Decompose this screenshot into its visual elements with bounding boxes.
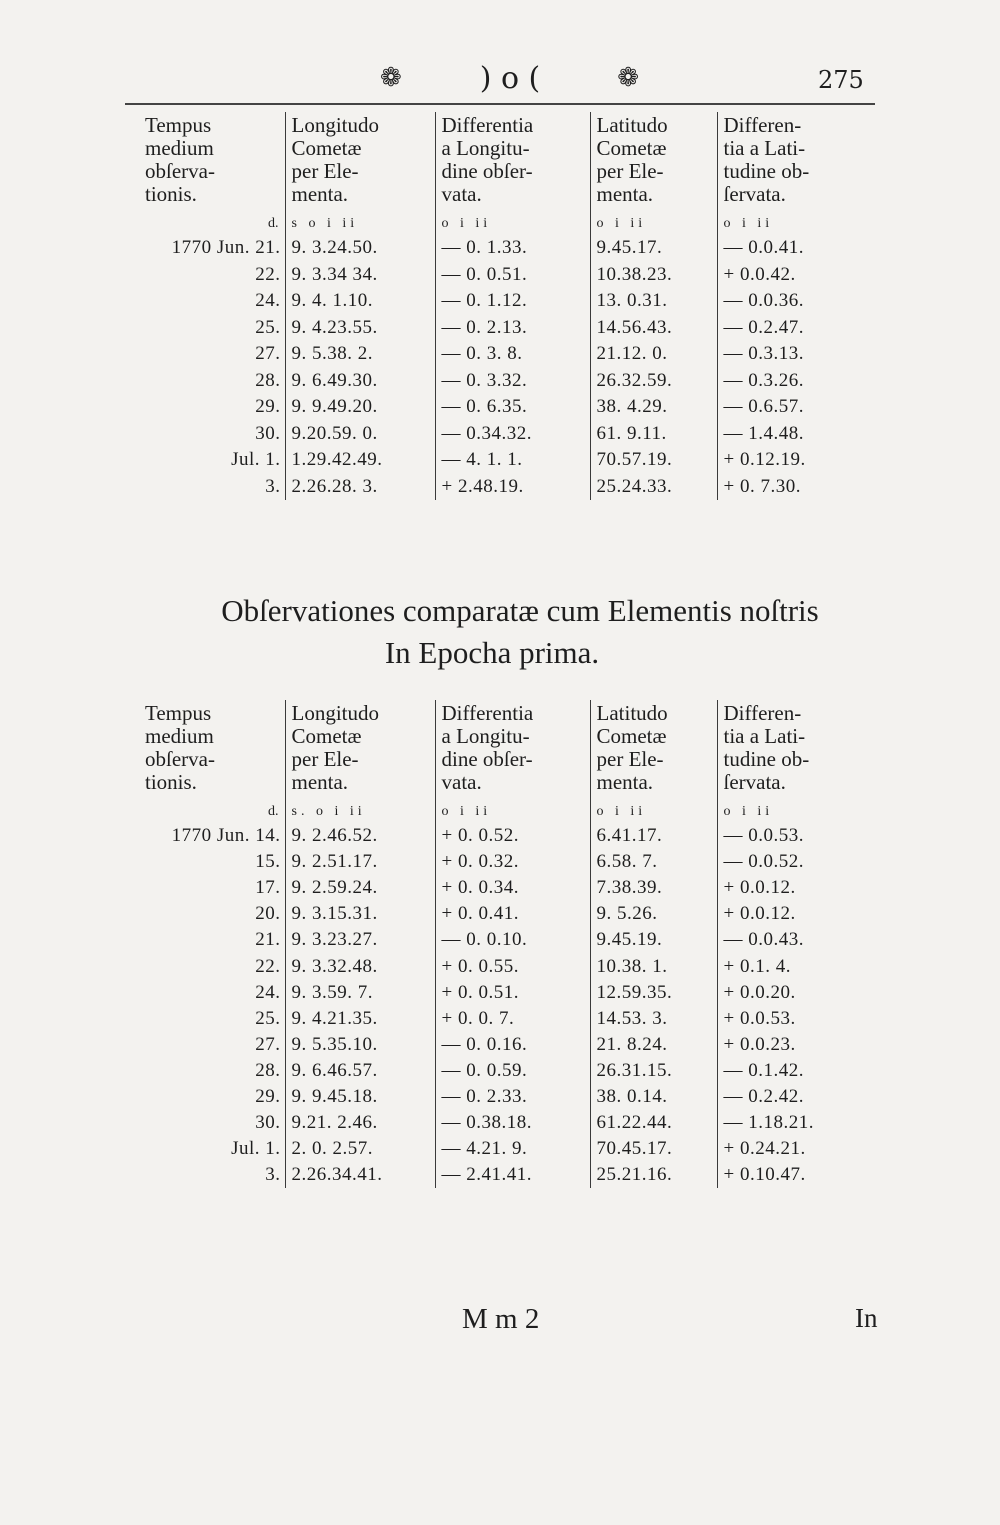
table-row xyxy=(125,1006,885,1032)
table-cell: 10.38. 1. xyxy=(590,953,717,979)
table-cell: 9. 3.24.50. xyxy=(285,235,435,262)
table-cell: 9. 4.21.35. xyxy=(285,1006,435,1032)
signature-mark: M m 2 xyxy=(462,1303,540,1335)
table-cell: — 0.0.53. xyxy=(717,823,885,849)
units-row xyxy=(125,794,885,823)
table-cell: Jul. 1. xyxy=(231,449,281,471)
table-cell: 25.21.16. xyxy=(590,1162,717,1188)
table-cell: 38. 0.14. xyxy=(590,1084,717,1110)
table-cell: 9. 6.49.30. xyxy=(285,368,435,395)
ornament-right-icon: ❁ xyxy=(617,63,640,93)
table-cell: + 0. 0.34. xyxy=(435,875,590,901)
table-cell: 6.41.17. xyxy=(590,823,717,849)
table-cell: — 0. 1.12. xyxy=(435,288,590,315)
table-cell: 61. 9.11. xyxy=(590,421,717,448)
table-cell: 25. xyxy=(255,316,281,338)
table-cell: + 0. 0. 7. xyxy=(435,1006,590,1032)
table-cell: 30. xyxy=(255,422,281,444)
table-cell: 9. 6.46.57. xyxy=(285,1058,435,1084)
table-cell: 25. xyxy=(255,1007,281,1029)
table-cell: + 0. 0.32. xyxy=(435,849,590,875)
table-cell: 3. xyxy=(265,475,281,497)
table-cell: + 0. 7.30. xyxy=(717,474,885,501)
table-cell: 2.26.28. 3. xyxy=(285,474,435,501)
table-row xyxy=(125,262,885,289)
table-cell: — 0.34.32. xyxy=(435,421,590,448)
table-cell: 6.58. 7. xyxy=(590,849,717,875)
table-header-row xyxy=(125,112,885,206)
table-cell: 13. 0.31. xyxy=(590,288,717,315)
table-cell: + 0. 0.41. xyxy=(435,901,590,927)
table-row xyxy=(125,447,885,474)
table-cell: 9.45.17. xyxy=(590,235,717,262)
table-cell: 27. xyxy=(255,343,281,365)
unit-cell: o i ii xyxy=(435,206,590,235)
column-header: Latitudo Cometæ per Ele- menta. xyxy=(590,112,717,206)
table-cell: 9. 4.23.55. xyxy=(285,315,435,342)
table-cell: + 0.0.12. xyxy=(717,901,885,927)
table-row xyxy=(125,1084,885,1110)
table-cell: 26.31.15. xyxy=(590,1058,717,1084)
table-row xyxy=(125,1032,885,1058)
table-cell: + 0. 0.55. xyxy=(435,953,590,979)
table-row xyxy=(125,927,885,953)
table-cell: — 0.0.43. xyxy=(717,927,885,953)
table-cell: — 0. 0.51. xyxy=(435,262,590,289)
table-cell: + 0.0.12. xyxy=(717,875,885,901)
unit-cell: d. xyxy=(268,804,279,819)
table-cell: — 0. 0.10. xyxy=(435,927,590,953)
table-cell: 21.12. 0. xyxy=(590,341,717,368)
table-cell: — 0. 3.32. xyxy=(435,368,590,395)
table-cell: + 0.12.19. xyxy=(717,447,885,474)
table-cell: 17. xyxy=(255,877,281,899)
table-cell: 70.45.17. xyxy=(590,1136,717,1162)
table-cell: — 0.6.57. xyxy=(717,394,885,421)
table-row xyxy=(125,235,885,262)
table-cell: — 0. 3. 8. xyxy=(435,341,590,368)
table-cell: Jul. 1. xyxy=(231,1138,281,1160)
column-header: Tempus medium obſerva- tionis. xyxy=(145,701,215,794)
table-row xyxy=(125,823,885,849)
table-cell: — 1.18.21. xyxy=(717,1110,885,1136)
table-cell: 22. xyxy=(255,955,281,977)
table-cell: 1770 Jun. 21. xyxy=(171,237,281,259)
running-head xyxy=(380,58,640,98)
table-cell: 2. 0. 2.57. xyxy=(285,1136,435,1162)
table-cell: 24. xyxy=(255,981,281,1003)
table-cell: 30. xyxy=(255,1112,281,1134)
table-cell: 1.29.42.49. xyxy=(285,447,435,474)
section-caption-line-1: Obſervationes comparatæ cum Elementis noſtris xyxy=(221,593,819,628)
unit-cell: o i ii xyxy=(590,794,717,823)
table-cell: 15. xyxy=(255,851,281,873)
table-row xyxy=(125,315,885,342)
table-cell: 27. xyxy=(255,1033,281,1055)
table-cell: 9. 9.49.20. xyxy=(285,394,435,421)
table-cell: + 0.10.47. xyxy=(717,1162,885,1188)
table-cell: — 0.3.13. xyxy=(717,341,885,368)
table-cell: 28. xyxy=(255,369,281,391)
table-cell: + 0.0.23. xyxy=(717,1032,885,1058)
column-header: Longitudo Cometæ per Ele- menta. xyxy=(285,700,435,794)
table-cell: 9.20.59. 0. xyxy=(285,421,435,448)
catchword: In xyxy=(855,1303,878,1333)
table-cell: 9. 2.59.24. xyxy=(285,875,435,901)
table-cell: 9. 3.59. 7. xyxy=(285,980,435,1006)
table-row xyxy=(125,1058,885,1084)
table-cell: 26.32.59. xyxy=(590,368,717,395)
table-cell: 9.21. 2.46. xyxy=(285,1110,435,1136)
table-row xyxy=(125,1110,885,1136)
header-rule xyxy=(125,103,875,105)
table-cell: + 0.24.21. xyxy=(717,1136,885,1162)
table-cell: 29. xyxy=(255,396,281,418)
table-cell: 38. 4.29. xyxy=(590,394,717,421)
table-cell: 9. 5.26. xyxy=(590,901,717,927)
table-cell: 1770 Jun. 14. xyxy=(171,825,281,847)
table-row xyxy=(125,901,885,927)
unit-cell: o i ii xyxy=(717,206,885,235)
table-cell: + 0.0.42. xyxy=(717,262,885,289)
table-cell: 12.59.35. xyxy=(590,980,717,1006)
unit-cell: d. xyxy=(268,216,279,231)
table-row xyxy=(125,1136,885,1162)
table-cell: 9. 5.35.10. xyxy=(285,1032,435,1058)
table-cell: + 0.1. 4. xyxy=(717,953,885,979)
table-row xyxy=(125,849,885,875)
table-cell: + 0. 0.52. xyxy=(435,823,590,849)
table-cell: 9. 5.38. 2. xyxy=(285,341,435,368)
table-cell: 14.56.43. xyxy=(590,315,717,342)
column-header: Differen- tia a Lati- tudine ob- ſervata. xyxy=(717,700,885,794)
units-row xyxy=(125,206,885,235)
column-header: Longitudo Cometæ per Ele- menta. xyxy=(285,112,435,206)
table-cell: 9.45.19. xyxy=(590,927,717,953)
table-cell: 9. 4. 1.10. xyxy=(285,288,435,315)
table-cell: — 4.21. 9. xyxy=(435,1136,590,1162)
table-cell: 9. 9.45.18. xyxy=(285,1084,435,1110)
table-cell: 10.38.23. xyxy=(590,262,717,289)
table-cell: 28. xyxy=(255,1059,281,1081)
table-cell: — 2.41.41. xyxy=(435,1162,590,1188)
table-cell: 9. 2.46.52. xyxy=(285,823,435,849)
column-header: Differen- tia a Lati- tudine ob- ſervata. xyxy=(717,112,885,206)
table-cell: 2.26.34.41. xyxy=(285,1162,435,1188)
table-row xyxy=(125,474,885,501)
table-cell: — 0.1.42. xyxy=(717,1058,885,1084)
table-cell: — 0.3.26. xyxy=(717,368,885,395)
table-cell: 14.53. 3. xyxy=(590,1006,717,1032)
table-cell: — 0.0.41. xyxy=(717,235,885,262)
table-row xyxy=(125,394,885,421)
column-header: Differentia a Longitu- dine obſer- vata. xyxy=(435,112,590,206)
unit-cell: s. o i ii xyxy=(285,794,435,823)
section-caption-line-2: In Epocha prima. xyxy=(384,635,600,670)
table-cell: — 0.38.18. xyxy=(435,1110,590,1136)
table-cell: — 0. 1.33. xyxy=(435,235,590,262)
ornament-left-icon: ❁ xyxy=(380,63,403,93)
table-cell: 70.57.19. xyxy=(590,447,717,474)
table-cell: 7.38.39. xyxy=(590,875,717,901)
table-cell: 9. 3.32.48. xyxy=(285,953,435,979)
table-cell: 21. xyxy=(255,929,281,951)
table-row xyxy=(125,875,885,901)
table-cell: 24. xyxy=(255,290,281,312)
column-header: Tempus medium obſerva- tionis. xyxy=(145,113,215,206)
table-row xyxy=(125,1162,885,1188)
table-cell: — 1.4.48. xyxy=(717,421,885,448)
column-header: Latitudo Cometæ per Ele- menta. xyxy=(590,700,717,794)
table-cell: — 0. 2.13. xyxy=(435,315,590,342)
unit-cell: o i ii xyxy=(717,794,885,823)
table-cell: + 2.48.19. xyxy=(435,474,590,501)
table-row xyxy=(125,341,885,368)
unit-cell: o i ii xyxy=(590,206,717,235)
observation-table-1 xyxy=(125,112,885,500)
table-cell: + 0.0.20. xyxy=(717,980,885,1006)
table-cell: 9. 3.34 34. xyxy=(285,262,435,289)
table-cell: — 0. 0.16. xyxy=(435,1032,590,1058)
table-cell: — 0.2.47. xyxy=(717,315,885,342)
unit-cell: s o i ii xyxy=(285,206,435,235)
table-cell: — 0.0.52. xyxy=(717,849,885,875)
table-cell: — 0. 6.35. xyxy=(435,394,590,421)
table-cell: 22. xyxy=(255,263,281,285)
table-row xyxy=(125,288,885,315)
table-cell: 9. 3.23.27. xyxy=(285,927,435,953)
table-cell: — 4. 1. 1. xyxy=(435,447,590,474)
table-cell: — 0. 2.33. xyxy=(435,1084,590,1110)
page-number: 275 xyxy=(818,66,864,94)
table-cell: 3. xyxy=(265,1164,281,1186)
table-cell: 20. xyxy=(255,903,281,925)
table-row xyxy=(125,368,885,395)
running-head-brackets: ) o ( xyxy=(479,60,541,96)
observation-table-2 xyxy=(125,700,885,1188)
table-cell: 29. xyxy=(255,1085,281,1107)
table-row xyxy=(125,953,885,979)
table-cell: — 0.0.36. xyxy=(717,288,885,315)
column-header: Differentia a Longitu- dine obſer- vata. xyxy=(435,700,590,794)
table-cell: 9. 3.15.31. xyxy=(285,901,435,927)
table-cell: — 0. 0.59. xyxy=(435,1058,590,1084)
table-row xyxy=(125,421,885,448)
table-cell: 25.24.33. xyxy=(590,474,717,501)
table-cell: 9. 2.51.17. xyxy=(285,849,435,875)
unit-cell: o i ii xyxy=(435,794,590,823)
table-cell: + 0.0.53. xyxy=(717,1006,885,1032)
table-cell: — 0.2.42. xyxy=(717,1084,885,1110)
table-header-row xyxy=(125,700,885,794)
table-cell: + 0. 0.51. xyxy=(435,980,590,1006)
table-cell: 21. 8.24. xyxy=(590,1032,717,1058)
table-cell: 61.22.44. xyxy=(590,1110,717,1136)
table-row xyxy=(125,980,885,1006)
